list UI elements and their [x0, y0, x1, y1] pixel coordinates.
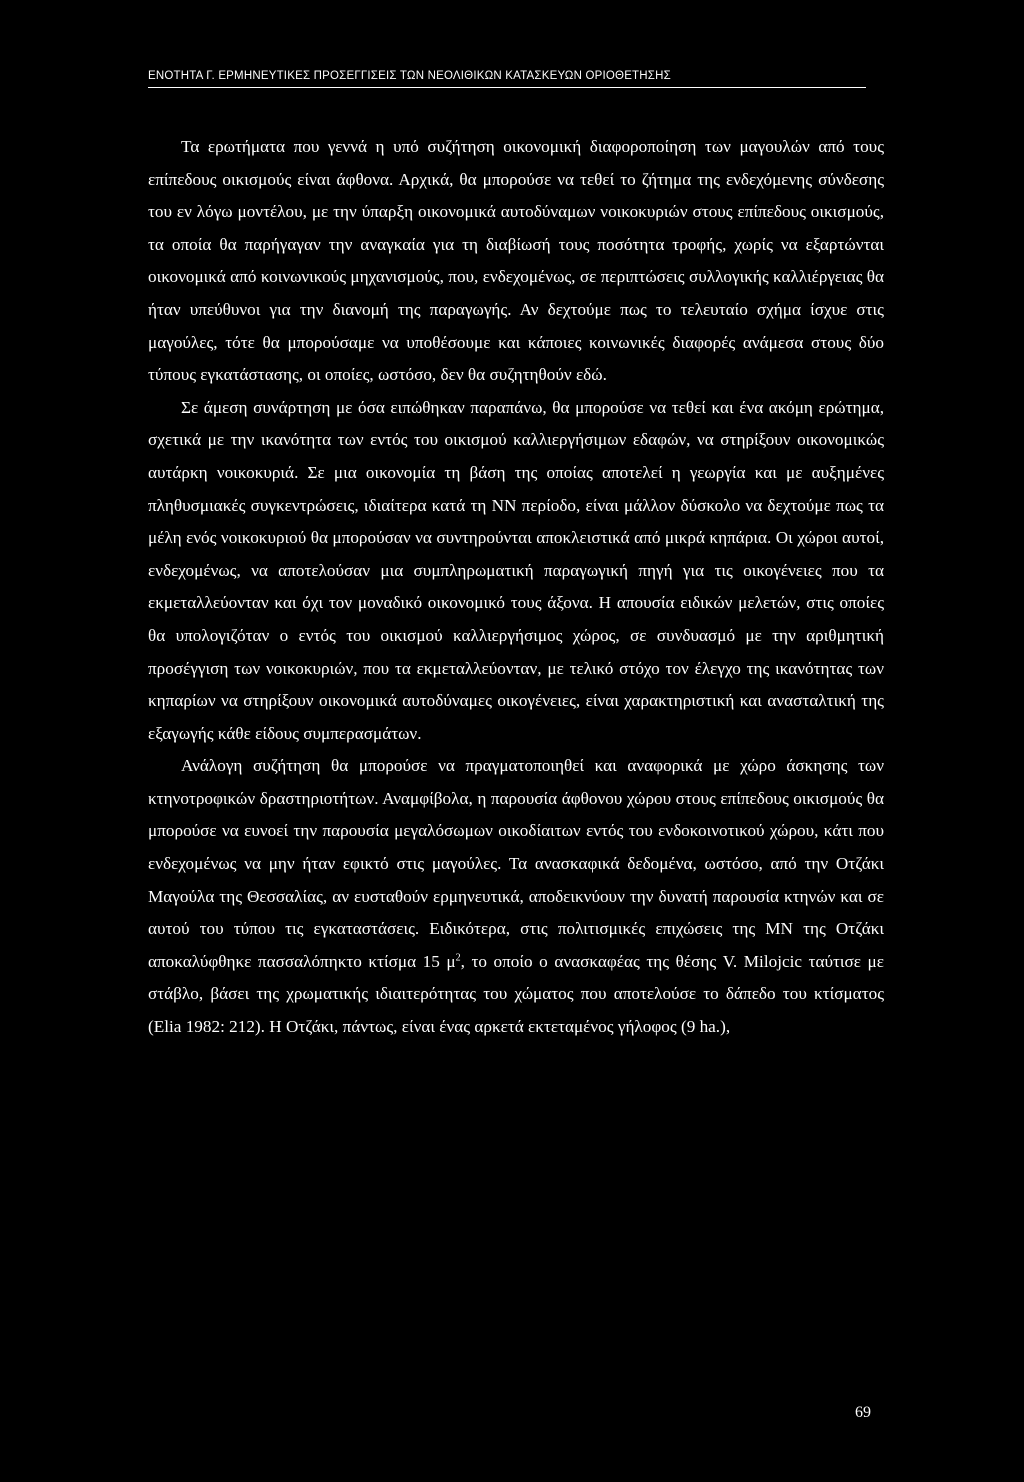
header-underline — [148, 87, 866, 88]
body-text — [148, 131, 884, 1044]
paragraph-text: Ανάλογη συζήτηση θα μπορούσε να πραγματοποιηθεί και αναφορικά με χώρο άσκησης των κτηνοτροφικών δραστηριοτήτων. Αναμφίβολα, η παρουσία άφθονου χώρου στους επίπεδους οικισμούς θα μπορούσε να ευνοεί την παρουσία μεγαλόσωμων οικοδίαιτων εντός του ενδοκοινοτικού χώρου, κάτι που ενδεχομένως να μην ήταν εφικτό στις μαγούλες. Τα ανασκαφικά δεδομένα, ωστόσο, από την Οτζάκι Μαγούλα της Θεσσαλίας, αν ευσταθούν ερμηνευτικά, αποδεικνύουν την δυνατή παρουσία κτηνών και σε αυτού του τύπου τις εγκαταστάσεις. Ειδικότερα, στις πολιτισμικές επιχώσεις της ΜΝ της Οτζάκι αποκαλύφθηκε πασσαλόπηκτο κτίσμα 15 μ — [148, 756, 884, 971]
superscript-exponent: 2 — [455, 952, 461, 964]
page-number: 69 — [855, 1404, 871, 1421]
paragraph — [148, 750, 884, 1043]
paragraph: Τα ερωτήματα που γεννά η υπό συζήτηση οικονομική διαφοροποίηση των μαγουλών από τους επίπεδους οικισμούς είναι άφθονα. Αρχικά, θα μπορούσε να τεθεί το ζήτημα της ενδεχόμενης σύνδεσης του εν λόγω μοντέλου, με την ύπαρξη οικονομικά αυτοδύναμων νοικοκυριών στους επίπεδους οικισμούς, τα οποία θα παρήγαγαν την αναγκαία για τη διαβίωσή τους ποσότητα τροφής, χωρίς να εξαρτώνται οικονομικά από κοινωνικούς μηχανισμούς, που, ενδεχομένως, σε περιπτώσεις συλλογικής καλλιέργειας θα ήταν υπεύθυνοι για την διανομή της παραγωγής. Αν δεχτούμε πως το τελευταίο σχήμα ίσχυε στις μαγούλες, τότε θα μπορούσαμε να υποθέσουμε και κάποιες κοινωνικές διαφορές ανάμεσα στους δύο τύπους εγκατάστασης, οι οποίες, ωστόσο, δεν θα συζητηθούν εδώ. — [148, 137, 884, 385]
paragraph — [148, 392, 884, 751]
paragraph-text: , το οποίο ο ανασκαφέας της θέσης V. Milojcic ταύτισε με στάβλο, βάσει της χρωματικής ιδιαιτερότητας του χώματος που αποτελούσε το δάπεδο του κτίσματος (Elia 1982: 212). Η Οτζάκι, πάντως, είναι ένας αρκετά εκτεταμένος γήλοφος (9 ha.), — [148, 951, 884, 1037]
running-header: ΕΝΟΤΗΤΑ Γ. ΕΡΜΗΝΕΥΤΙΚΕΣ ΠΡΟΣΕΓΓΙΣΕΙΣ ΤΩΝ ΝΕΟΛΙΘΙΚΩΝ ΚΑΤΑΣΚΕΥΩΝ ΟΡΙΟΘΕΤΗΣΗΣ — [148, 70, 671, 82]
paragraph-text: Σε άμεση συνάρτηση με όσα ειπώθηκαν παραπάνω, θα μπορούσε να τεθεί και ένα ακόμη ερώτημα, σχετικά με την ικανότητα των εντός του οικισμού καλλιεργήσιμων εδαφών, να στηρίξουν οικονομικώς αυτάρκη νοικοκυριά. Σε μια οικονομία τη βάση της οποίας αποτελεί η γεωργία και με αυξημένες πληθυσμιακές συγκεντρώσεις, ιδιαίτερα κατά τη ΝΝ περίοδο, είναι μάλλον δύσκολο να δεχτούμε πως τα μέλη ενός νοικοκυριού θα μπορούσαν να συντηρούνται αποκλειστικά από μικρά κηπάρια. Οι χώροι αυτοί, ενδεχομένως, να αποτελούσαν μια συμπληρωματική παραγωγική πηγή για τις οικογένειες που τα εκμεταλλεύονταν και όχι τον μοναδικό οικονομικό τους άξονα. Η απουσία ειδικών μελετών, στις οποίες θα υπολογιζόταν ο εντός του οικισμού καλλιεργήσιμος χώρος, σε συνδυασμό με την αριθμητική προσέγγιση των νοικοκυριών, που τα εκμεταλλεύονταν, με τελικό στόχο τον έλεγχο της ικανότητας των κηπαρίων να στηρίξουν οικονομικά αυτοδύναμες οικογένειες, είναι χαρακτηριστική και ανασταλτική της εξαγωγής κάθε είδους συμπερασμάτων. — [148, 397, 884, 743]
